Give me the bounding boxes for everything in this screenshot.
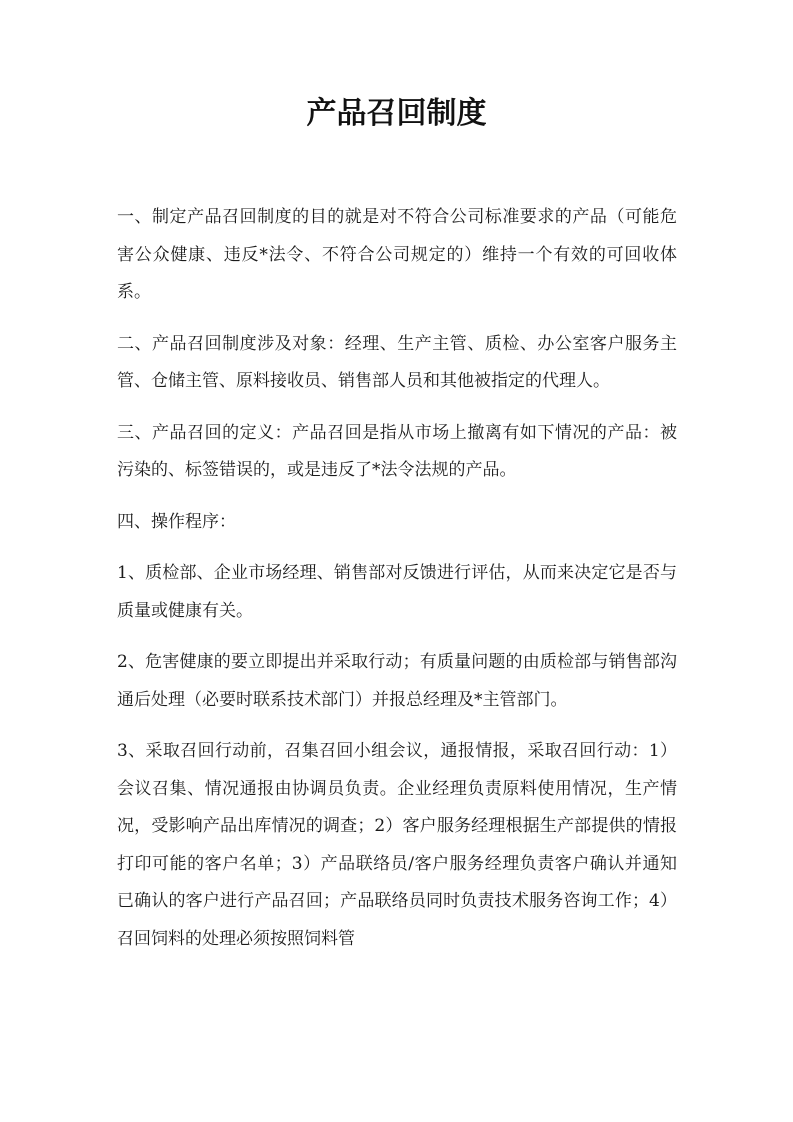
document-body bbox=[117, 199, 677, 972]
paragraph-step-3: 3、采取召回行动前，召集召回小组会议，通报情报，采取召回行动：1）会议召集、情况通报由协调员负责。企业经理负责原料使用情况，生产情况，受影响产品出库情况的调查；2）客户服务经理根据生产部提供的情报打印可能的客户名单；3）产品联络员/客户服务经理负责客户确认并通知已确认的客户进行产品召回；产品联络员同时负责技术服务咨询工作；4）召回饲料的处理必须按照饲料管 bbox=[117, 741, 677, 949]
paragraph-step-1: 1、质检部、企业市场经理、销售部对反馈进行评估，从而来决定它是否与质量或健康有关。 bbox=[117, 563, 677, 621]
document-title: 产品召回制度 bbox=[306, 96, 487, 131]
paragraph-definition: 三、产品召回的定义：产品召回是指从市场上撤离有如下情况的产品：被污染的、标签错误的，或是违反了*法令法规的产品。 bbox=[117, 422, 677, 480]
paragraph-scope: 二、产品召回制度涉及对象：经理、生产主管、质检、办公室客户服务主管、仓储主管、原料接收员、销售部人员和其他被指定的代理人。 bbox=[117, 333, 677, 391]
paragraph-purpose: 一、制定产品召回制度的目的就是对不符合公司标准要求的产品（可能危害公众健康、违反*法令、不符合公司规定的）维持一个有效的可回收体系。 bbox=[117, 207, 677, 302]
paragraph-step-2: 2、危害健康的要立即提出并采取行动；有质量问题的由质检部与销售部沟通后处理（必要时联系技术部门）并报总经理及*主管部门。 bbox=[117, 652, 677, 710]
paragraph-procedure-heading: 四、操作程序： bbox=[117, 511, 236, 532]
